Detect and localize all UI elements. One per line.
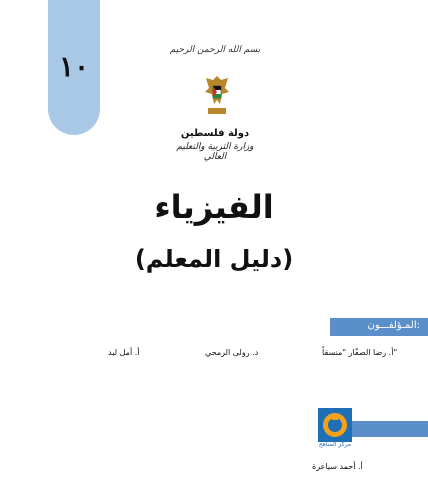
- state-name: دولة فلسطين: [180, 128, 250, 139]
- author-2: د. رولى الرمحي: [205, 348, 259, 357]
- publisher-bar: [350, 421, 428, 437]
- author-4: أ. أحمد سياعرة: [312, 462, 363, 471]
- eagle-emblem-icon: [202, 70, 232, 120]
- basmala: بسم الله الرحمن الرحيم: [169, 45, 261, 55]
- book-title: الفيزياء: [154, 188, 274, 226]
- authors-heading-bar: [330, 318, 428, 336]
- publisher-logo: [318, 408, 352, 442]
- ministry-name: وزارة التربية والتعليم العالي: [176, 142, 254, 162]
- book-subtitle: (دليل المعلم): [134, 245, 294, 273]
- author-3: أ. أمل ليد: [108, 348, 140, 357]
- publisher-logo-icon: [318, 408, 352, 442]
- grade-tab: [48, 0, 100, 135]
- author-1: أ. رضا الصفّار "منسقاً": [322, 348, 398, 357]
- publisher-name: مركز المناهج: [318, 441, 352, 448]
- grade-number: ١٠: [58, 50, 90, 83]
- authors-heading: المـؤلفـــون:: [367, 320, 420, 331]
